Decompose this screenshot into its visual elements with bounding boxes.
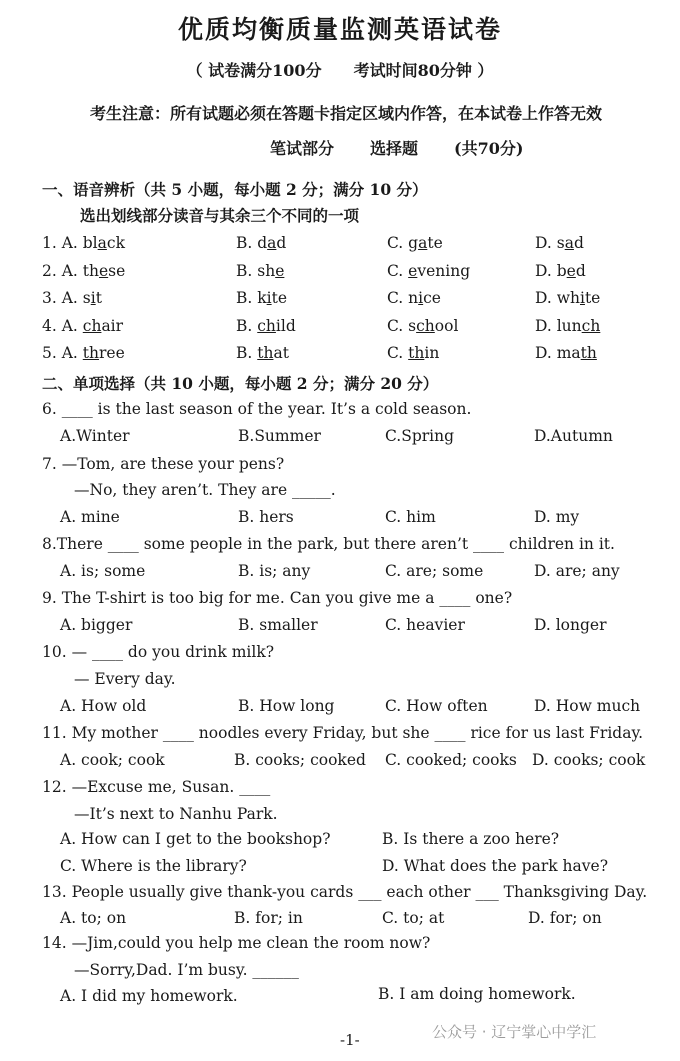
- question-8-option-c: C. are; some: [385, 562, 484, 580]
- question-3-option-c: C. nice: [387, 289, 441, 307]
- question-11-option-b: B. cooks; cooked: [234, 751, 366, 769]
- question-12-option-c: C. Where is the library?: [60, 857, 247, 875]
- question-5-option-d: D. math: [535, 344, 597, 362]
- question-12-option-d: D. What does the park have?: [382, 857, 609, 875]
- question-13-option-d: D. for; on: [528, 909, 602, 927]
- question-7-option-a: A. mine: [60, 508, 120, 526]
- question-13-option-b: B. for; in: [234, 909, 303, 927]
- question-7-stem: 7. —Tom, are these your pens?: [42, 455, 285, 473]
- question-4-option-b: B. child: [236, 317, 296, 335]
- question-11-option-a: A. cook; cook: [60, 751, 165, 769]
- question-13-stem: 13. People usually give thank-you cards ___ each other ___ Thanksgiving Day.: [42, 883, 648, 901]
- section-type: 选择题: [370, 139, 419, 158]
- question-6-option-b: B.Summer: [238, 427, 321, 445]
- question-7-reply: —No, they aren’t. They are _____.: [74, 481, 336, 499]
- question-3-option-a: 3. A. sit: [42, 289, 102, 307]
- question-6-option-d: D.Autumn: [534, 427, 613, 445]
- exam-info: （ 试卷满分100分 考试时间80分钟 ）: [186, 61, 494, 80]
- question-8-stem: 8.There ____ some people in the park, but there aren’t ____ children in it.: [42, 535, 615, 553]
- page-number: -1-: [340, 1031, 360, 1049]
- question-14-reply: —Sorry,Dad. I’m busy. ______: [74, 961, 299, 979]
- section-total: (共70分): [454, 139, 524, 158]
- question-4-option-a: 4. A. chair: [42, 317, 124, 335]
- question-7-option-b: B. hers: [238, 508, 294, 526]
- question-1-option-d: D. sad: [535, 234, 584, 252]
- question-10-option-c: C. How often: [385, 697, 488, 715]
- question-4-option-d: D. lunch: [535, 317, 601, 335]
- question-12-stem: 12. —Excuse me, Susan. ____: [42, 778, 271, 796]
- question-1-option-c: C. gate: [387, 234, 443, 252]
- question-14-option-b: B. I am doing homework.: [378, 985, 576, 1003]
- question-6-option-c: C.Spring: [385, 427, 455, 445]
- question-14-stem: 14. —Jim,could you help me clean the room now?: [42, 934, 431, 952]
- question-9-option-b: B. smaller: [238, 616, 318, 634]
- question-1-option-b: B. dad: [236, 234, 287, 252]
- question-12-reply: —It’s next to Nanhu Park.: [74, 805, 278, 823]
- question-10-stem: 10. — ____ do you drink milk?: [42, 643, 275, 661]
- question-13-option-a: A. to; on: [60, 909, 127, 927]
- question-7-option-d: D. my: [534, 508, 580, 526]
- question-8-option-a: A. is; some: [60, 562, 146, 580]
- question-8-option-b: B. is; any: [238, 562, 311, 580]
- question-12-option-a: A. How can I get to the bookshop?: [60, 830, 331, 848]
- page-title: 优质均衡质量监测英语试卷: [177, 15, 502, 44]
- question-5-option-a: 5. A. three: [42, 344, 125, 362]
- question-4-option-c: C. school: [387, 317, 459, 335]
- question-9-stem: 9. The T-shirt is too big for me. Can you give me a ____ one?: [42, 589, 513, 607]
- question-6-option-a: A.Winter: [60, 427, 130, 445]
- question-2-option-b: B. she: [236, 262, 285, 280]
- question-10-reply: — Every day.: [74, 670, 176, 688]
- section-part: 笔试部分: [270, 139, 335, 158]
- question-13-option-c: C. to; at: [382, 909, 445, 927]
- question-6-stem: 6. ____ is the last season of the year. It’s a cold season.: [42, 400, 472, 418]
- section-header: [270, 136, 523, 159]
- question-2-option-d: D. bed: [535, 262, 586, 280]
- question-5-option-b: B. that: [236, 344, 289, 362]
- candidate-notice: 考生注意：所有试题必须在答题卡指定区域内作答，在本试卷上作答无效: [90, 104, 603, 123]
- question-7-option-c: C. him: [385, 508, 436, 526]
- question-9-option-c: C. heavier: [385, 616, 465, 634]
- question-14-option-a: A. I did my homework.: [60, 987, 238, 1005]
- watermark: 公众号 · 辽宁掌心中学汇: [432, 1023, 597, 1041]
- question-10-option-a: A. How old: [60, 697, 147, 715]
- question-12-option-b: B. Is there a zoo here?: [382, 830, 560, 848]
- question-1-option-a: 1. A. black: [42, 234, 125, 252]
- question-2-option-a: 2. A. these: [42, 262, 126, 280]
- question-3-option-b: B. kite: [236, 289, 288, 307]
- question-11-option-c: C. cooked; cooks: [385, 751, 517, 769]
- question-10-option-d: D. How much: [534, 697, 641, 715]
- part1-instruction: 选出划线部分读音与其余三个不同的一项: [80, 206, 360, 225]
- question-11-option-d: D. cooks; cook: [532, 751, 646, 769]
- question-3-option-d: D. white: [535, 289, 601, 307]
- question-2-option-c: C. evening: [387, 262, 471, 280]
- part2-heading: 二、单项选择（共 10 小题，每小题 2 分；满分 20 分）: [42, 374, 439, 393]
- part1-heading: 一、语音辨析（共 5 小题，每小题 2 分；满分 10 分）: [42, 180, 428, 199]
- question-10-option-b: B. How long: [238, 697, 335, 715]
- question-5-option-c: C. thin: [387, 344, 440, 362]
- question-9-option-a: A. bigger: [60, 616, 133, 634]
- question-9-option-d: D. longer: [534, 616, 607, 634]
- question-11-stem: 11. My mother ____ noodles every Friday, but she ____ rice for us last Friday.: [42, 724, 644, 742]
- question-8-option-d: D. are; any: [534, 562, 620, 580]
